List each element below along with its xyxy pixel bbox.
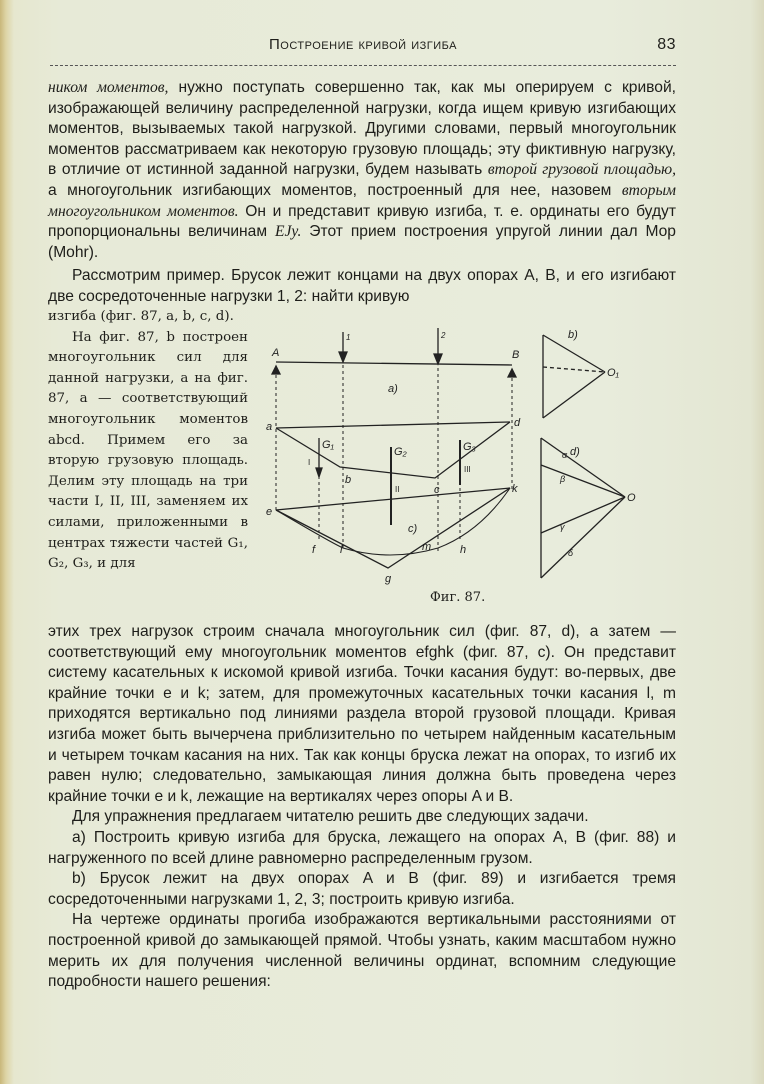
paragraph-text: этих трех нагрузок строим сначала многоугольник сил (фиг. 87, d), а затем — соответствующий ему многоугольник моментов efghk (фиг. 87, c). Он представит систему касательных к искомой кривой изгиба. Точки касания будут: во-первых, две крайние точки e и k; затем, для промежуточных касательных точки касания l, m приходятся вертикально под линиями раздела второй грузовой площади. Кривая изгиба может быть вычерчена приблизительно по четырем найденным касательным и четырем точкам касания на них. Так как концы бруска лежат на опорах, то изгиб их равен нулю; следовательно, замыкающая линия должна быть проведена через крайние точки e и k, лежащие на вертикалях через опоры A и B. [48, 623, 676, 805]
label-O: O [627, 492, 636, 504]
italic-term: второй грузовой площадью, [487, 161, 676, 179]
label-delta: δ [568, 548, 574, 558]
label-pt-e: e [266, 506, 273, 518]
label-pt-b: b [345, 474, 352, 486]
text-run: Этот прием построения упругой линии дал Мор (Mohr). [48, 223, 676, 261]
label-pt-k: k [512, 483, 518, 495]
label-G3: G₃ [463, 441, 476, 453]
header-rule [50, 65, 676, 66]
label-pt-h: h [460, 544, 467, 556]
page-number: 83 [657, 36, 676, 53]
paragraph-text: На фиг. 87, b построен многоугольник сил для данной нагрузки, а на фиг. 87, a — соответствующий многоугольник моментов abcd. Примем его за вторую грузовую площадь. Делим эту площадь на три части I, II, III, заменяем их силами, приложенными в центрах тяжести частей G₁, G₂, G₃, и для [48, 329, 248, 572]
label-beta: β [560, 474, 566, 484]
label-load-2: 2 [441, 331, 446, 340]
figure-87-diagram [250, 320, 740, 620]
label-pt-f: f [312, 544, 316, 556]
figure-caption: Фиг. 87. [430, 590, 486, 605]
label-gamma: γ [560, 522, 565, 532]
paragraph-1 [48, 78, 676, 263]
italic-term: EJy. [274, 223, 302, 241]
italic-term: ником моментов, [48, 79, 169, 96]
paragraph-text: изгиба (фиг. 87, a, b, c, d). [48, 309, 234, 324]
paragraph-text: Для упражнения предлагаем читателю решить две следующих задачи. [72, 808, 589, 826]
paragraph-text: На чертеже ординаты прогиба изображаются вертикальными расстояниями от построенной кривой до замыкающей прямой. Чтобы узнать, каким масштабом нужно мерить их для получения численной величины ординат, вспомним следующие подробности нашего решения: [48, 911, 676, 991]
label-load-1: 1 [346, 333, 351, 342]
label-II: II [395, 485, 400, 494]
label-B: B [512, 349, 520, 361]
label-pt-g: g [385, 573, 392, 585]
running-title: Построение кривой изгиба [269, 36, 457, 53]
label-III: III [464, 465, 471, 474]
left-column-text [48, 307, 248, 575]
label-G2: G₂ [394, 446, 407, 458]
running-header [50, 36, 676, 60]
label-O1: O₁ [607, 367, 620, 379]
label-sub-d: d) [570, 446, 580, 458]
text-run: а многоугольник изгибающих моментов, построенный для нее, назовем [48, 181, 622, 199]
label-alpha: α [562, 450, 568, 460]
exercise-a: a) Построить кривую изгиба для бруска, лежащего на опорах A, B (фиг. 88) и нагруженного по всей длине равномерно распределенным грузом. [48, 828, 676, 867]
label-G1: G₁ [322, 439, 335, 451]
label-sub-c: c) [408, 523, 418, 535]
label-A: A [272, 347, 280, 359]
exercise-b: b) Брусок лежит на двух опорах A и B (фиг. 89) и изгибается тремя сосредоточенными нагрузками 1, 2, 3; построить кривую изгиба. [48, 870, 676, 908]
label-pt-d: d [514, 417, 521, 429]
label-pt-l: l [340, 544, 343, 556]
paragraph-2 [48, 266, 676, 307]
text-run: нужно поступать совершенно так, как мы оперируем с кривой, изображающей величину распределенной нагрузки, когда ищем кривую изгибающих моментов, вызываемых такой нагрузкой. Другими словами, первый многоугольник моментов рассматриваем как некоторую грузовую площадь; эту фиктивную нагрузку, в отличие от истинной заданной нагрузки, будем называть [48, 79, 676, 179]
label-sub-a: a) [388, 383, 398, 395]
label-I: I [308, 458, 311, 467]
paragraph-text: Рассмотрим пример. Брусок лежит концами на двух опорах A, B, и его изгибают две сосредоточенные нагрузки 1, 2: найти кривую [48, 267, 676, 305]
body-continuation [48, 622, 676, 993]
italic-term: вторым многоугольником моментов. [48, 181, 676, 220]
text-run: Он и представит кривую изгиба, т. е. ординаты его будут пропорциональны величинам [48, 202, 676, 241]
label-pt-a: a [266, 421, 273, 433]
label-sub-b: b) [568, 329, 578, 341]
label-pt-c: c [434, 484, 440, 496]
label-pt-m: m [422, 541, 432, 553]
